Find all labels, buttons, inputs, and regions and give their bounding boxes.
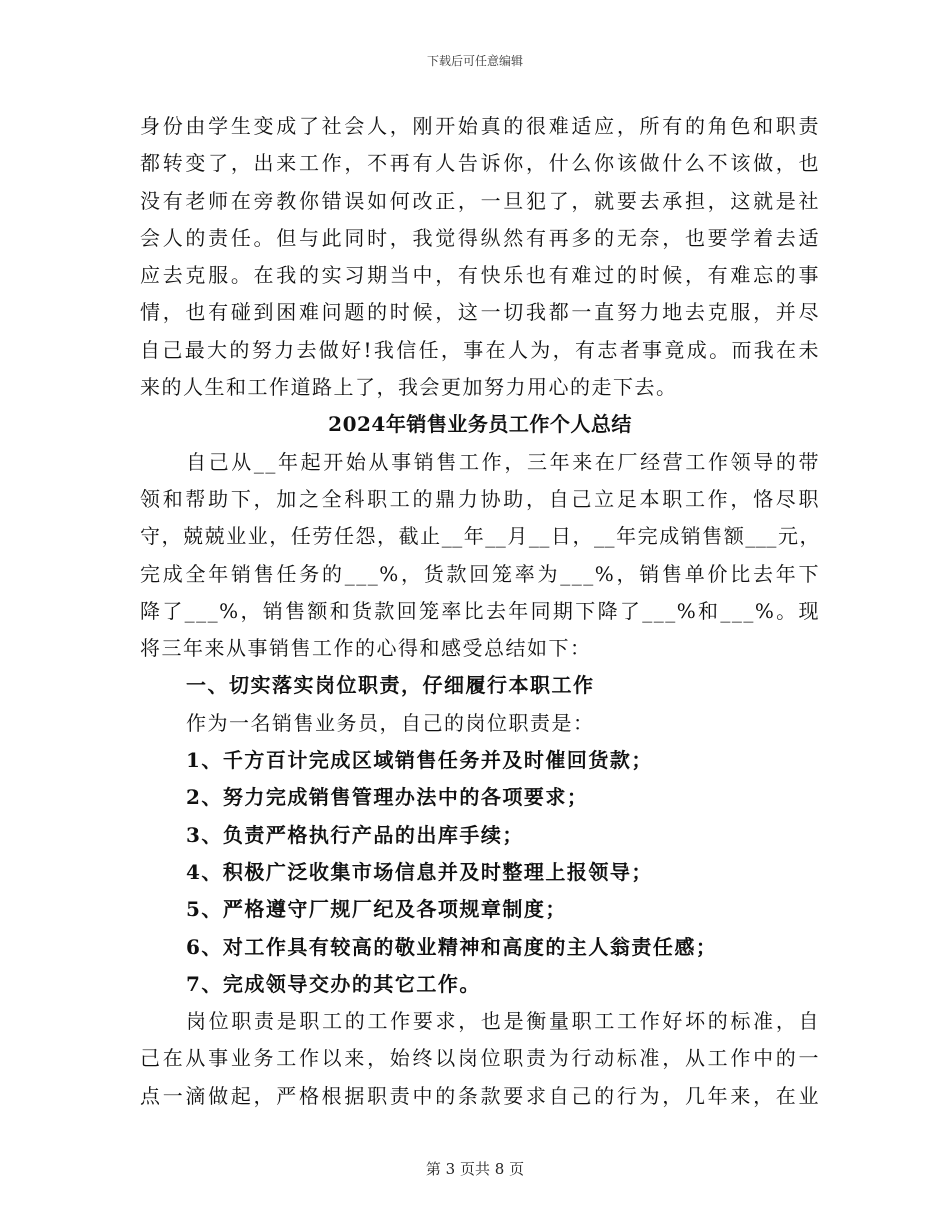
duty-item: 4、积极广泛收集市场信息并及时整理上报领导； bbox=[186, 859, 653, 884]
page-header: 下载后可任意编辑 bbox=[426, 54, 523, 68]
section-heading: 一、切实落实岗位职责，仔细履行本职工作 bbox=[186, 673, 595, 698]
duty-item: 6、对工作具有较高的敬业精神和高度的主人翁责任感； bbox=[186, 934, 718, 959]
paragraph-line: 岗位职责是职工的工作要求，也是衡量职工工作好坏的标准，自 bbox=[186, 1009, 820, 1034]
intro-line: 情，也有碰到困难问题的时候，这一切我都一直努力地去克服，并尽 bbox=[140, 300, 820, 325]
intro-line: 都转变了，出来工作，不再有人告诉你，什么你该做什么不该做，也 bbox=[140, 151, 820, 176]
intro-line: 来的人生和工作道路上了，我会更加努力用心的走下去。 bbox=[140, 375, 678, 400]
paragraph-line: 点一滴做起，严格根据职责中的条款要求自己的行为，几年来，在业 bbox=[140, 1083, 820, 1108]
duty-item: 2、努力完成销售管理办法中的各项要求； bbox=[186, 785, 589, 810]
paragraph-line: 自己从__年起开始从事销售工作，三年来在厂经营工作领导的带 bbox=[186, 449, 820, 474]
document-body bbox=[140, 108, 820, 1115]
intro-line: 自己最大的努力去做好!我信任，事在人为，有志者事竟成。而我在未 bbox=[140, 337, 820, 362]
duty-item: 1、千方百计完成区域销售任务并及时催回货款； bbox=[186, 748, 653, 773]
duty-intro: 作为一名销售业务员，自己的岗位职责是： bbox=[186, 710, 595, 735]
intro-line: 会人的责任。但与此同时，我觉得纵然有再多的无奈，也要学着去适 bbox=[140, 225, 820, 250]
paragraph-line: 守，兢兢业业，任劳任怨，截止__年__月__日，__年完成销售额___元， bbox=[140, 524, 820, 549]
intro-line: 没有老师在旁教你错误如何改正，一旦犯了，就要去承担，这就是社 bbox=[140, 188, 820, 213]
duty-item: 3、负责严格执行产品的出库手续； bbox=[186, 822, 524, 847]
section-title: 2024年销售业务员工作个人总结 bbox=[328, 412, 632, 437]
paragraph-line: 降了___%，销售额和货款回笼率比去年同期下降了___%和___%。现 bbox=[140, 598, 820, 623]
duty-item: 5、严格遵守厂规厂纪及各项规章制度； bbox=[186, 897, 567, 922]
paragraph-line: 领和帮助下，加之全科职工的鼎力协助，自己立足本职工作，恪尽职 bbox=[140, 486, 820, 511]
duty-item: 7、完成领导交办的其它工作。 bbox=[186, 971, 481, 996]
paragraph-line: 将三年来从事销售工作的心得和感受总结如下： bbox=[140, 636, 592, 661]
intro-line: 身份由学生变成了社会人，刚开始真的很难适应，所有的角色和职责 bbox=[140, 114, 820, 138]
paragraph-line: 完成全年销售任务的___%，货款回笼率为___%，销售单价比去年下 bbox=[140, 561, 820, 586]
page-footer: 第 3 页共 8 页 bbox=[425, 1160, 525, 1178]
paragraph-line: 己在从事业务工作以来，始终以岗位职责为行动标准，从工作中的一 bbox=[140, 1046, 820, 1071]
intro-line: 应去克服。在我的实习期当中，有快乐也有难过的时候，有难忘的事 bbox=[140, 263, 820, 288]
